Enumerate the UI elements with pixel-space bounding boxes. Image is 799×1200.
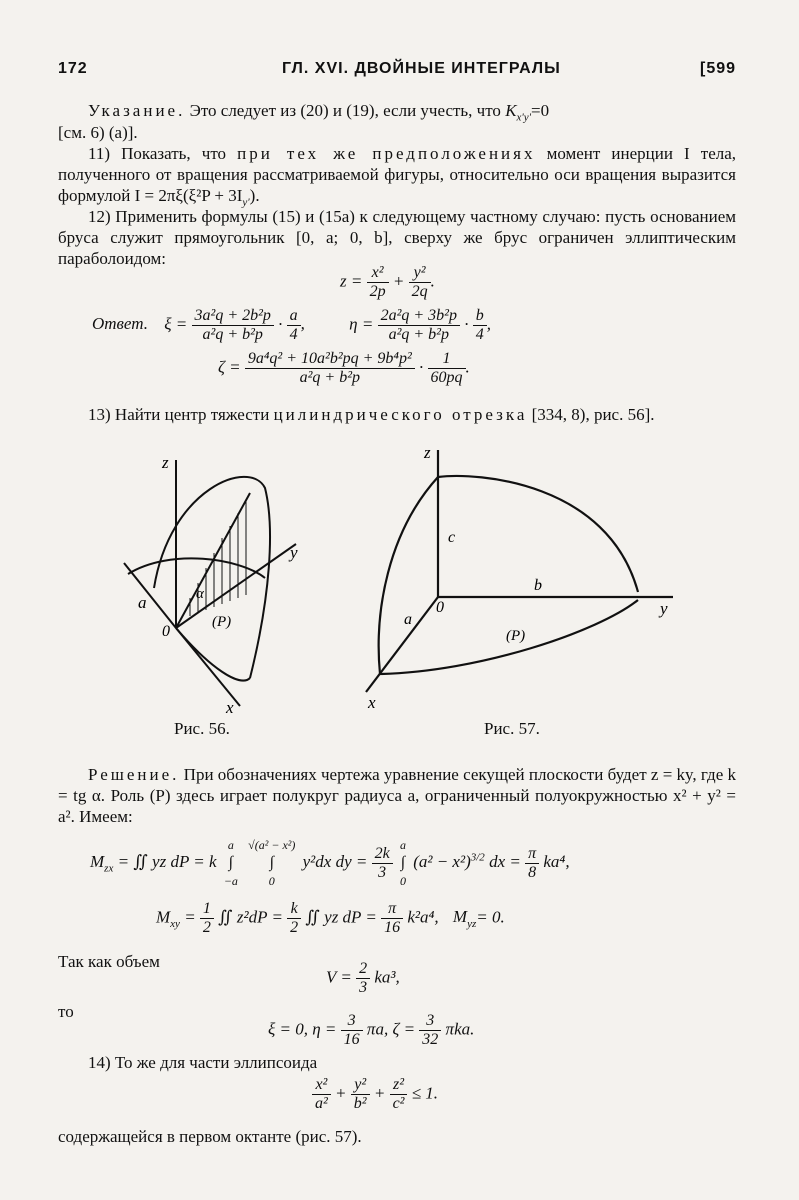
eq-mxy: $M_{xy}$ = $\frac{1}{2}$ ∬ z²dP = $\frac{k}{2}$ ∬ yz dP = $\frac{\pi}{16}$ k²a⁴, $M_{yz}= 0$. [156, 900, 505, 936]
fig56-caption: Рис. 56. [174, 719, 230, 738]
hint-paragraph: Указание. Это следует из (20) и (19), если учесть, что $K_{x'y'}=0$ [88, 101, 550, 124]
fig56-z: z [162, 453, 169, 472]
item-13: 13) Найти центр тяжести цилиндрического отрезка [334, 8), рис. 56]. [88, 405, 655, 424]
volume-text: Так как объем [58, 952, 160, 971]
fig57-origin: 0 [436, 599, 444, 616]
eq-volume: V = $\frac{2}{3}$ ka³, [326, 960, 400, 996]
figure-57 [358, 442, 678, 712]
fig57-b: b [534, 577, 542, 594]
fig56-a: a [138, 593, 147, 612]
fig57-z: z [424, 443, 431, 462]
item-11: 11) Показать, что при тех же предположениях момент инерции I тела, полученного от вращения рассматриваемой фигуры, относительно оси вращения выразится формулой $I = 2\pi\xi(\xi^2P + 3I_{y'})$. [58, 144, 737, 209]
page-ref: [599 [700, 60, 737, 77]
answer-zeta: ζ = $\frac{\text{9a⁴q² + 10a²b²pq + 9b⁴p²}}{\text{a²q + b²p}}$ · $\frac{1}{60pq}$ . [218, 350, 470, 386]
hint-label: Указание. [88, 101, 186, 120]
fig56-origin: 0 [162, 623, 170, 640]
figure-56 [100, 448, 310, 720]
item-12: 12) Применить формулы (15) и (15a) к следующему частному случаю: пусть основанием бруса служит прямоугольник [0, a; 0, b], сверху же брус ограничен эллиптическим параболоидом: [58, 207, 736, 268]
fig57-y: y [660, 599, 668, 618]
page-number: 172 [58, 60, 88, 77]
eq-mzx: $M_{zx}$ = ∬ yz dP = k a ∫ −a √(a² − x²) ∫ 0 y²dx dy = $\frac{2k}{3}$ a ∫ 0 $(a^2 - x^2)^{3/2}$ dx = $\frac{\pi}{8}$ ka⁴, [90, 838, 570, 888]
eq-paraboloid: z = $\frac{\text{x²}}{2p}$ + $\frac{\text{y²}}{2q}$ . [340, 264, 435, 300]
hint-line2: [см. 6) (а)]. [58, 123, 138, 142]
fig57-caption: Рис. 57. [484, 719, 540, 738]
fig56-y: y [290, 543, 298, 562]
to-text: то [58, 1002, 74, 1021]
last-line: содержащейся в первом октанте (рис. 57). [58, 1127, 362, 1146]
fig56-p: (P) [212, 614, 232, 630]
solution-paragraph: Решение. При обозначениях чертежа уравнение секущей плоскости будет z = ky, где k = tg α. Роль (P) здесь играет полукруг радиуса a, ограниченный полуокружностью x² + y² = a². Имеем: [58, 765, 737, 826]
fig57-p: (P) [506, 628, 526, 644]
fig56-x: x [226, 698, 234, 717]
answer-xi-eta: Ответ. ξ = $\frac{\text{3a²q + 2b²p}}{\text{a²q + b²p}}$ · $\frac{a}{4}$ , η = $\frac{\text{2a²q + 3b²p}}{\text{a²q + b²p}}$ · $\frac{b}{4}$ , [92, 307, 491, 343]
fig57-x: x [368, 693, 376, 712]
running-title: ГЛ. XVI. ДВОЙНЫЕ ИНТЕГРАЛЫ [282, 60, 561, 77]
item-14: 14) То же для части эллипсоида [88, 1053, 318, 1072]
eq-centroid: ξ = 0, η = $\frac{3}{16}$ πa, ζ = $\frac{3}{32}$ πka. [268, 1012, 475, 1048]
fig56-alpha: α [196, 586, 204, 602]
fig57-c: c [448, 529, 456, 546]
eq-ellipsoid: $\frac{\text{x²}}{\text{a²}}$ + $\frac{\text{y²}}{\text{b²}}$ + $\frac{\text{z²}}{\text{c²}}$ ≤ 1. [312, 1076, 438, 1113]
fig57-a: a [404, 611, 412, 628]
